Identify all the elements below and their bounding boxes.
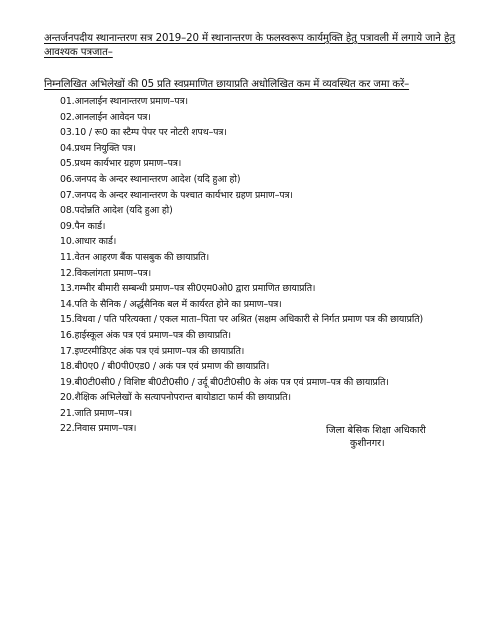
list-item (60, 235, 460, 248)
list-item (60, 376, 460, 389)
list-item-number: 11. (60, 251, 75, 263)
list-item-number: 09. (60, 220, 75, 232)
signatory-place: कुशीनगर। (350, 438, 385, 449)
signature-block (326, 424, 456, 450)
required-documents-list (60, 95, 460, 438)
list-item-number: 04. (60, 142, 75, 154)
list-item-number: 14. (60, 298, 75, 310)
list-item-text: जनपद के अन्दर स्थानान्तरण आदेश (यदि हुआ हो) (74, 173, 241, 185)
list-item-text: गम्भीर बीमारी सम्बन्धी प्रमाण–पत्र सी0एम0ओ0 द्वारा प्रमाणित छायाप्रति। (74, 283, 316, 295)
list-item (60, 251, 460, 264)
list-item-number: 17. (60, 345, 75, 357)
list-item-number: 20. (60, 392, 75, 404)
list-item-text: प्रथम कार्यभार ग्रहण प्रमाण–पत्र। (74, 158, 182, 170)
list-item-text: वेतन आहरण बैंक पासबुक की छायाप्रति। (74, 251, 210, 263)
list-item-text: 10 / रू0 का स्टैम्प पेपर पर नोटरी शपथ–पत्र। (74, 127, 227, 139)
list-item-text: पति के सैनिक / अर्द्धसैनिक बल में कार्यरत होने का प्रमाण–पत्र। (74, 298, 282, 310)
list-item-number: 07. (60, 189, 75, 201)
list-item-text: जाति प्रमाण–पत्र। (74, 407, 132, 419)
document-heading: अन्तर्जनपदीय स्थानान्तरण सत्र 2019–20 में स्थानान्तरण के फलस्वरूप कार्यमुक्ति हेतु पत्रावली में लगाये जाने हेतु आवश्यक पत्रजात– (44, 33, 455, 58)
list-item (60, 157, 460, 170)
list-item-number: 21. (60, 407, 75, 419)
list-item (60, 391, 460, 404)
list-item-number: 02. (60, 111, 75, 123)
list-item-number: 19. (60, 376, 75, 388)
list-item (60, 111, 460, 124)
list-item-text: विकलांगता प्रमाण–पत्र। (74, 267, 152, 279)
list-item (60, 204, 460, 217)
list-item-text: बी0टी0सी0 / विशिष्ट बी0टी0सी0 / उर्दू बी0टी0सी0 के अंक पत्र एवं प्रमाण–पत्र की छायाप्रति। (74, 376, 389, 388)
list-item-number: 12. (60, 267, 75, 279)
list-item-number: 08. (60, 205, 75, 217)
list-item (60, 95, 460, 108)
list-item-number: 06. (60, 173, 75, 185)
list-item-text: आधार कार्ड। (74, 236, 117, 248)
list-item-text: पैन कार्ड। (74, 220, 106, 232)
list-item-text: इण्टरमीडिएट अंक पत्र एवं प्रमाण–पत्र की छायाप्रति। (74, 345, 245, 357)
list-item (60, 345, 460, 358)
list-item (60, 313, 460, 326)
list-item-text: शैक्षिक अभिलेखों के सत्यापनोपरान्त बायोडाटा फार्म की छायाप्रति। (74, 392, 291, 404)
list-item (60, 298, 460, 311)
list-item-text: प्रथम नियुक्ति पत्र। (74, 142, 136, 154)
list-item (60, 267, 460, 280)
list-item-number: 01. (60, 96, 75, 107)
list-item (60, 189, 460, 202)
list-item (60, 282, 460, 295)
list-item (60, 173, 460, 186)
list-item-number: 10. (60, 236, 75, 248)
list-item-text: निवास प्रमाण–पत्र। (74, 423, 137, 435)
list-item-text: विधवा / पति परित्यक्ता / एकल माता–पिता पर अश्रित (सक्षम अधिकारी से निर्गत प्रमाण पत्र की छायाप्रति) (74, 314, 423, 326)
list-item-text: आनलाईन आवेदन पत्र। (74, 111, 151, 123)
list-item (60, 220, 460, 233)
list-item-text: पदोन्नति आदेश (यदि हुआ हो) (74, 205, 173, 217)
list-item-number: 03. (60, 127, 75, 139)
list-item-text: हाईस्कूल अंक पत्र एवं प्रमाण–पत्र की छायाप्रति। (74, 329, 231, 341)
list-item-text: आनलाईन स्थानान्तरण प्रमाण–पत्र। (74, 96, 188, 107)
list-item-number: 22. (60, 423, 75, 435)
intro-text: निम्नलिखित अभिलेखों की 05 प्रति स्वप्रमाणित छायाप्रति अधोलिखित कम में व्यवस्थित कर जमा करें– (44, 79, 410, 90)
list-item-number: 16. (60, 329, 75, 341)
list-item (60, 142, 460, 155)
list-item-number: 18. (60, 361, 75, 373)
signatory-title: जिला बेसिक शिक्षा अधिकारी (326, 425, 426, 436)
list-item (60, 360, 460, 373)
list-item (60, 329, 460, 342)
list-item (60, 126, 460, 139)
list-item-text: बी0ए0 / बी0पी0एड0 / अकं पत्र एवं प्रमाण की छायाप्रति। (74, 361, 270, 373)
list-item-number: 15. (60, 314, 75, 326)
list-item-number: 05. (60, 158, 75, 170)
list-item-number: 13. (60, 283, 75, 295)
list-item-text: जनपद के अन्दर स्थानान्तरण के पश्चात कार्यभार ग्रहण प्रमाण–पत्र। (74, 189, 293, 201)
list-item (60, 407, 460, 420)
